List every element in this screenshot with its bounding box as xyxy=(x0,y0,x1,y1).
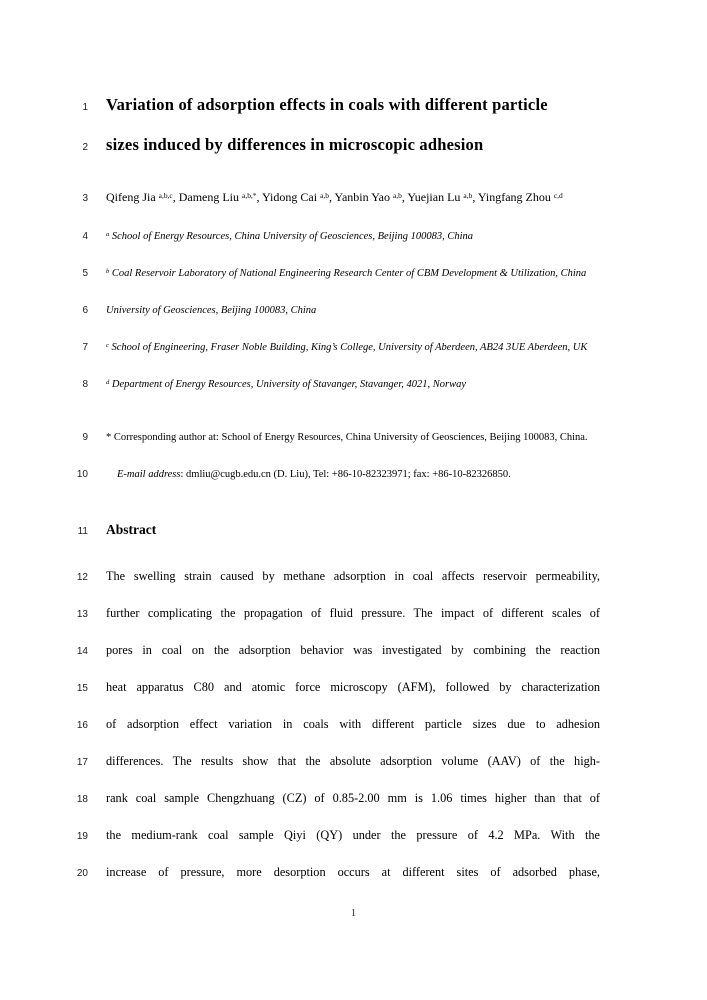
line-number: 19 xyxy=(76,831,88,842)
superscript-marker: a,b,c xyxy=(158,190,173,200)
line-number: 4 xyxy=(82,231,88,242)
superscript-marker: b xyxy=(106,268,110,276)
line-row-18 xyxy=(0,791,707,806)
superscript-marker: a,b xyxy=(463,190,473,200)
text-segment: * Corresponding author at: School of Energy Resources, China University of Geosciences, Beijing 100083, China. xyxy=(106,432,588,443)
text-segment: , Yidong Cai xyxy=(256,190,321,204)
line-text xyxy=(106,717,600,732)
line-text xyxy=(106,828,600,843)
text-segment: Qifeng Jia xyxy=(106,190,159,204)
line-text xyxy=(106,190,600,205)
line-number: 20 xyxy=(76,868,88,879)
line-row-7 xyxy=(0,342,707,353)
line-row-10 xyxy=(0,469,707,480)
line-number: 9 xyxy=(82,432,88,443)
line-text xyxy=(106,791,600,806)
line-text xyxy=(106,305,600,316)
line-text xyxy=(106,135,600,155)
line-number: 14 xyxy=(76,646,88,657)
line-row-6 xyxy=(0,305,707,316)
line-number: 16 xyxy=(76,720,88,731)
text-segment: The swelling strain caused by methane adsorption in coal affects reservoir permeability, xyxy=(106,569,600,583)
line-text xyxy=(106,231,600,242)
line-number: 10 xyxy=(76,469,88,480)
line-number: 11 xyxy=(77,526,88,537)
superscript-marker: a xyxy=(106,231,110,239)
line-row-3 xyxy=(0,190,707,205)
line-row-15 xyxy=(0,680,707,695)
superscript-marker: a,b xyxy=(392,190,402,200)
text-segment: pores in coal on the adsorption behavior was investigated by combining the reaction xyxy=(106,643,600,657)
text-segment: University of Geosciences, Beijing 100083, China xyxy=(106,305,317,316)
line-text xyxy=(106,569,600,584)
line-row-12 xyxy=(0,569,707,584)
line-row-20 xyxy=(0,865,707,880)
line-number: 15 xyxy=(76,683,88,694)
text-segment: heat apparatus C80 and atomic force microscopy (AFM), followed by characterization xyxy=(106,680,600,694)
text-segment: Abstract xyxy=(106,522,157,537)
text-segment: E-mail address xyxy=(117,469,181,480)
superscript-marker: a,b,* xyxy=(242,190,257,200)
line-number: 6 xyxy=(82,305,88,316)
line-text xyxy=(106,379,600,390)
line-number: 13 xyxy=(76,609,88,620)
text-segment: further complicating the propagation of fluid pressure. The impact of different scales of xyxy=(106,606,600,620)
text-segment: the medium-rank coal sample Qiyi (QY) under the pressure of 4.2 MPa. With the xyxy=(106,828,600,842)
line-number: 2 xyxy=(82,142,88,153)
line-number: 8 xyxy=(82,379,88,390)
line-text xyxy=(106,680,600,695)
line-number: 5 xyxy=(82,268,88,279)
text-segment: Department of Energy Resources, University of Stavanger, Stavanger, 4021, Norway xyxy=(109,379,466,390)
line-number: 7 xyxy=(82,342,88,353)
superscript-marker: d xyxy=(106,379,110,387)
line-row-4 xyxy=(0,231,707,242)
line-text xyxy=(106,95,600,115)
line-text xyxy=(106,432,600,443)
text-segment: sizes induced by differences in microscopic adhesion xyxy=(106,135,484,154)
text-segment: School of Energy Resources, China University of Geosciences, Beijing 100083, China xyxy=(109,231,473,242)
line-row-13 xyxy=(0,606,707,621)
line-text xyxy=(106,754,600,769)
line-row-16 xyxy=(0,717,707,732)
text-segment: Variation of adsorption effects in coals with different particle xyxy=(106,95,548,114)
superscript-marker: a,b xyxy=(320,190,329,200)
superscript-marker: c,d xyxy=(553,190,563,200)
line-row-1 xyxy=(0,95,707,115)
page-number: 1 xyxy=(351,908,356,919)
text-segment: increase of pressure, more desorption occurs at different sites of adsorbed phase, xyxy=(106,865,600,879)
line-text xyxy=(106,865,600,880)
line-row-11 xyxy=(0,522,707,538)
text-segment: , Dameng Liu xyxy=(172,190,243,204)
text-segment: of adsorption effect variation in coals with different particle sizes due to adhesion xyxy=(106,717,600,731)
text-segment: , Yanbin Yao xyxy=(328,190,393,204)
line-text xyxy=(106,342,600,353)
line-number: 17 xyxy=(76,757,88,768)
text-segment: differences. The results show that the absolute adsorption volume (AAV) of the high- xyxy=(106,754,600,768)
text-segment: , Yuejian Lu xyxy=(401,190,464,204)
line-row-17 xyxy=(0,754,707,769)
line-row-19 xyxy=(0,828,707,843)
line-number: 12 xyxy=(76,572,88,583)
line-row-9 xyxy=(0,432,707,443)
text-segment: Coal Reservoir Laboratory of National Engineering Research Center of CBM Development & Utilization, China xyxy=(109,268,587,279)
line-row-8 xyxy=(0,379,707,390)
line-text xyxy=(106,643,600,658)
line-number: 18 xyxy=(76,794,88,805)
line-text xyxy=(106,268,600,279)
line-row-5 xyxy=(0,268,707,279)
line-text xyxy=(106,469,600,480)
line-row-14 xyxy=(0,643,707,658)
line-number: 3 xyxy=(82,193,88,204)
text-segment: School of Engineering, Fraser Noble Building, King’s College, University of Aberdeen, AB24 3UE Aberdeen, UK xyxy=(108,342,588,353)
text-segment: , Yingfang Zhou xyxy=(472,190,554,204)
line-text xyxy=(106,606,600,621)
text-segment: rank coal sample Chengzhuang (CZ) of 0.85-2.00 mm is 1.06 times higher than that of xyxy=(106,791,600,805)
superscript-marker: c xyxy=(106,342,109,350)
text-segment: : dmliu@cugb.edu.cn (D. Liu), Tel: +86-10-82323971; fax: +86-10-82326850. xyxy=(180,469,511,480)
line-number: 1 xyxy=(82,102,88,113)
line-text xyxy=(106,522,600,538)
line-row-2 xyxy=(0,135,707,155)
